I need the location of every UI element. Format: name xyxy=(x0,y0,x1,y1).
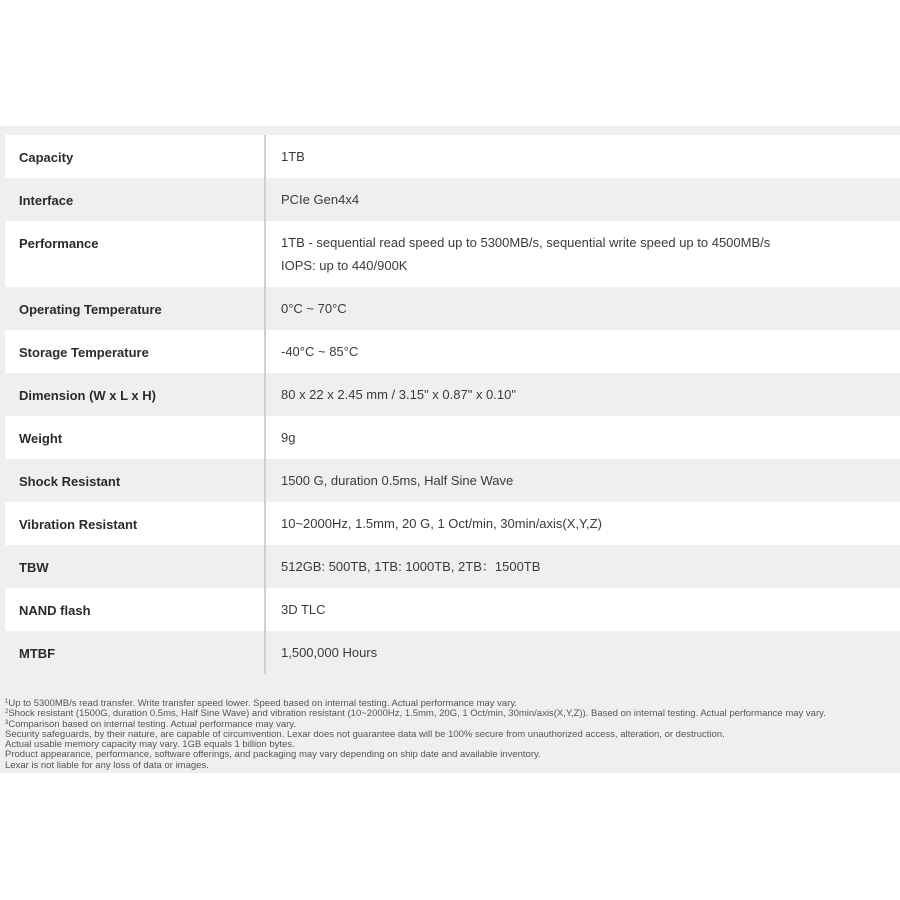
spec-value: 3D TLC xyxy=(281,602,326,617)
footnote-mark: 3 xyxy=(5,719,9,726)
spec-row-storage-temperature xyxy=(5,330,900,373)
spec-value: 10~2000Hz, 1.5mm, 20 G, 1 Oct/min, 30min/axis(X,Y,Z) xyxy=(281,516,602,531)
footnotes xyxy=(5,699,895,771)
spec-row-interface xyxy=(5,178,900,221)
spec-value: 80 x 22 x 2.45 mm / 3.15" x 0.87" x 0.10" xyxy=(281,387,516,402)
spec-row-mtbf xyxy=(5,631,900,674)
spec-label: Operating Temperature xyxy=(5,287,266,330)
footnote-mark: 1 xyxy=(5,699,9,705)
spec-label: Storage Temperature xyxy=(5,330,266,373)
spec-value xyxy=(266,221,770,287)
footnote-text: Lexar is not liable for any loss of data or images. xyxy=(5,759,209,771)
footnote-text: Up to 5300MB/s read transfer. Write transfer speed lower. Speed based on internal testing. Actual performance may vary. xyxy=(8,698,518,709)
spec-row-vibration-resistant xyxy=(5,502,900,545)
footnote-text: Actual usable memory capacity may vary. 1GB equals 1 billion bytes. xyxy=(5,739,295,751)
spec-value: 1TB xyxy=(281,149,305,164)
spec-row-capacity xyxy=(5,135,900,178)
spec-table xyxy=(5,135,900,674)
footnote-text: Comparison based on internal testing. Actual performance may vary. xyxy=(8,718,296,730)
spec-label: MTBF xyxy=(5,631,266,674)
spec-value: 1,500,000 Hours xyxy=(281,645,378,660)
footnote-mark: 2 xyxy=(5,709,9,716)
spec-value: -40°C ~ 85°C xyxy=(281,344,359,359)
footnote-text: Security safeguards, by their nature, are capable of circumvention. Lexar does not guarantee data will be 100% secure from unauthorized access, alteration, or destruction. xyxy=(5,728,725,740)
spec-label: Vibration Resistant xyxy=(5,502,266,545)
spec-value: PCIe Gen4x4 xyxy=(281,192,360,207)
spec-label: Weight xyxy=(5,416,266,459)
footnote-text: Shock resistant (1500G, duration 0.5ms, Half Sine Wave) and vibration resistant (10~2000Hz, 1.5mm, 20G, 1 Oct/min, 30min/axis(X,Y,Z)). Based on internal testing. Actual performance may vary. xyxy=(8,708,826,720)
spec-value-line-2: IOPS: up to 440/900K xyxy=(281,258,408,273)
spec-label: Interface xyxy=(5,178,266,221)
spec-value-line-1: 1TB - sequential read speed up to 5300MB/s, sequential write speed up to 4500MB/s xyxy=(281,235,771,250)
spec-row-weight xyxy=(5,416,900,459)
spec-value: 1500 G, duration 0.5ms, Half Sine Wave xyxy=(281,473,514,488)
spec-row-tbw xyxy=(5,545,900,588)
spec-label: Dimension (W x L x H) xyxy=(5,373,266,416)
spec-row-dimension xyxy=(5,373,900,416)
spec-label: NAND flash xyxy=(5,588,266,631)
footnote-text: Product appearance, performance, software offerings, and packaging may vary depending on ship date and available inventory. xyxy=(5,749,541,761)
spec-row-nand-flash xyxy=(5,588,900,631)
spec-label: Performance xyxy=(5,221,266,287)
spec-row-shock-resistant xyxy=(5,459,900,502)
spec-value: 9g xyxy=(281,430,296,445)
spec-row-operating-temperature xyxy=(5,287,900,330)
spec-value: 0°C ~ 70°C xyxy=(281,301,347,316)
spec-label: Shock Resistant xyxy=(5,459,266,502)
spec-label: TBW xyxy=(5,545,266,588)
disclaimer-liability xyxy=(5,761,895,771)
spec-label: Capacity xyxy=(5,135,266,178)
spec-row-performance xyxy=(5,221,900,287)
spec-value: 512GB: 500TB, 1TB: 1000TB, 2TB：1500TB xyxy=(281,559,541,574)
